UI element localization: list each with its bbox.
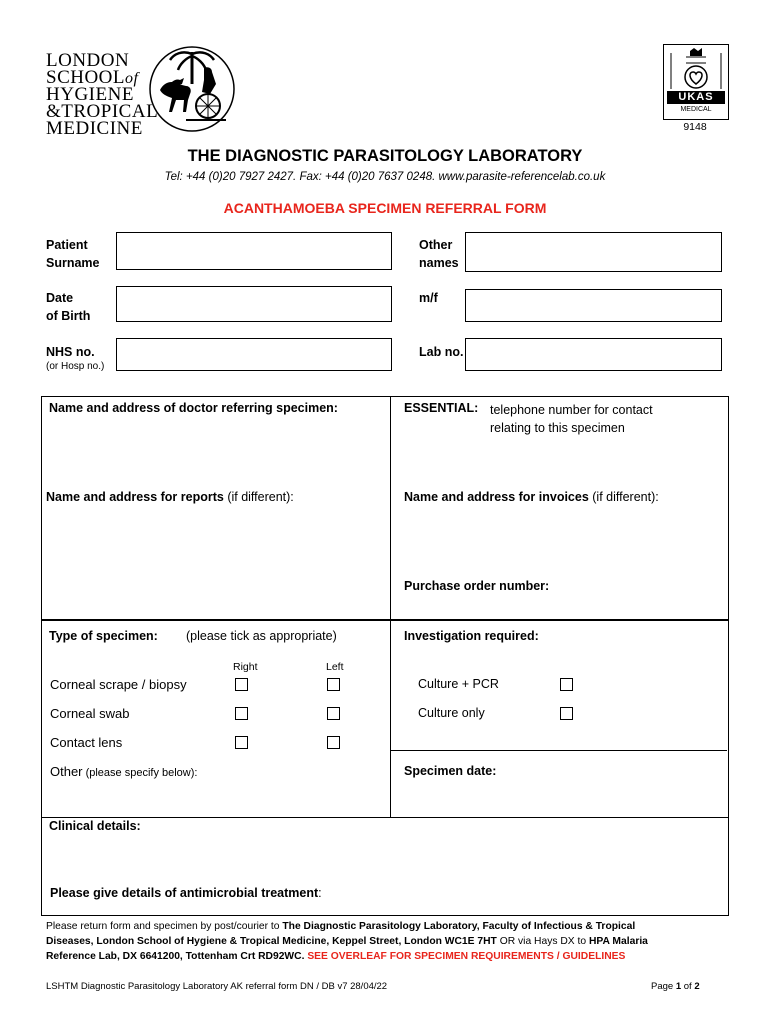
logo-line-school: SCHOOL: [46, 67, 126, 88]
antimicrobial-label: [50, 886, 322, 900]
investigation-culture-pcr: Culture + PCR: [418, 677, 499, 691]
ukas-medical-label: MEDICAL: [680, 106, 712, 113]
lens-right-checkbox[interactable]: [235, 736, 248, 749]
specimen-type-label: Type of specimen:: [49, 629, 158, 643]
specimen-date-field[interactable]: [391, 751, 727, 816]
lab-no-label: Lab no.: [419, 345, 464, 359]
essential-note: [490, 401, 653, 437]
return-line-2: [46, 934, 736, 949]
invoices-address-label-rest: (if different):: [588, 490, 659, 504]
logo-line-london: LONDON: [46, 50, 130, 71]
other-names-field[interactable]: [465, 232, 722, 272]
contact-line: Tel: +44 (0)20 7927 2427. Fax: +44 (0)20 7637 0248. www.parasite-referencelab.co.uk: [164, 171, 606, 183]
reports-address-label: [46, 490, 294, 504]
form-title: ACANTHAMOEBA SPECIMEN REFERRAL FORM: [223, 200, 547, 216]
right-eye-label: Right: [233, 661, 258, 673]
page-number: [651, 981, 700, 992]
dob-label-line2: of Birth: [46, 309, 91, 323]
invoices-address-label: [404, 490, 659, 504]
logo-line-of: of: [125, 70, 139, 87]
specimen-date-label: Specimen date:: [404, 764, 497, 778]
surname-label: [46, 236, 100, 272]
essential-label: ESSENTIAL:: [404, 401, 479, 415]
swab-right-checkbox[interactable]: [235, 707, 248, 720]
return-line-3-b: SEE OVERLEAF FOR SPECIMEN REQUIREMENTS / GUIDELINES: [304, 951, 626, 962]
antimicrobial-label-bold: Please give details of antimicrobial treatment: [50, 886, 319, 900]
version-footer: LSHTM Diagnostic Parasitology Laboratory AK referral form DN / DB v7 28/04/22: [46, 981, 388, 992]
logo-line-tropical: &TROPICAL: [46, 101, 159, 122]
return-line-1: [46, 919, 736, 934]
return-line-1-a: Please return form and specimen by post/courier to: [46, 921, 283, 932]
sex-label: m/f: [419, 291, 438, 305]
nhs-field[interactable]: [116, 338, 392, 371]
other-label: Other: [50, 764, 83, 779]
surname-label-line1: Patient: [46, 238, 88, 252]
clinical-details-label: Clinical details:: [49, 819, 141, 833]
surname-label-line2: Surname: [46, 256, 100, 270]
return-line-3: [46, 949, 736, 964]
page-number-prefix: Page: [651, 981, 676, 992]
lens-left-checkbox[interactable]: [327, 736, 340, 749]
return-instructions: [46, 919, 736, 964]
antimicrobial-colon: :: [318, 886, 322, 900]
surname-field[interactable]: [116, 232, 392, 270]
specimen-row-scrape: Corneal scrape / biopsy: [50, 677, 187, 692]
return-line-2-b: OR via Hays DX to: [496, 936, 589, 947]
investigation-label: Investigation required:: [404, 629, 539, 643]
dob-label: [46, 289, 90, 325]
other-names-label: [419, 236, 459, 272]
specimen-row-swab: Corneal swab: [50, 706, 130, 721]
doctor-address-field[interactable]: [41, 396, 390, 618]
culture-only-checkbox[interactable]: [560, 707, 573, 720]
specimen-row-lens: Contact lens: [50, 735, 123, 750]
reports-address-label-rest: (if different):: [223, 490, 294, 504]
nhs-label: NHS no.: [46, 345, 95, 359]
doctor-address-label: Name and address of doctor referring specimen:: [49, 401, 338, 415]
return-line-2-c: HPA Malaria: [588, 936, 648, 947]
lshtm-logo: [46, 50, 246, 139]
specimen-row-other: [50, 764, 197, 779]
swab-left-checkbox[interactable]: [327, 707, 340, 720]
lab-title: THE DIAGNOSTIC PARASITOLOGY LABORATORY: [187, 147, 583, 165]
investigation-culture-only: Culture only: [418, 706, 485, 720]
crown-heart-icon: [668, 47, 724, 91]
scrape-left-checkbox[interactable]: [327, 678, 340, 691]
clinical-details-field[interactable]: [46, 838, 722, 882]
ukas-number: 9148: [683, 121, 707, 133]
essential-note-line2: relating to this specimen: [490, 421, 625, 435]
sex-field[interactable]: [465, 289, 722, 322]
return-line-3-a: Reference Lab, DX 6641200, Tottenham Crt RD92WC.: [46, 951, 305, 962]
invoices-address-label-bold: Name and address for invoices: [404, 490, 589, 504]
purchase-order-label: Purchase order number:: [404, 579, 550, 593]
tick-note: (please tick as appropriate): [186, 629, 337, 643]
nhs-sublabel: (or Hosp no.): [46, 361, 105, 372]
other-names-label-line1: Other: [419, 238, 453, 252]
ukas-label: UKAS: [667, 91, 725, 104]
lab-no-field[interactable]: [465, 338, 722, 371]
page-number-total: 2: [694, 981, 700, 992]
return-line-2-a: Diseases, London School of Hygiene & Tropical Medicine, Keppel Street, London WC1E 7HT: [46, 936, 497, 947]
logo-line-hygiene: HYGIENE: [46, 84, 134, 105]
ukas-badge: [663, 44, 729, 120]
chariot-emblem-icon: [146, 44, 238, 134]
reports-address-label-bold: Name and address for reports: [46, 490, 224, 504]
scrape-right-checkbox[interactable]: [235, 678, 248, 691]
other-names-label-line2: names: [419, 256, 459, 270]
left-eye-label: Left: [326, 661, 344, 673]
essential-note-line1: telephone number for contact: [490, 403, 653, 417]
dob-field[interactable]: [116, 286, 392, 322]
logo-line-medicine: MEDICINE: [46, 118, 143, 139]
page-number-current: 1: [675, 981, 682, 992]
other-specimen-field[interactable]: [46, 782, 386, 814]
culture-pcr-checkbox[interactable]: [560, 678, 573, 691]
return-line-1-b: The Diagnostic Parasitology Laboratory, Faculty of Infectious & Tropical: [282, 921, 636, 932]
page-number-of: of: [681, 981, 695, 992]
dob-label-line1: Date: [46, 291, 74, 305]
other-note: (please specify below):: [82, 767, 198, 779]
